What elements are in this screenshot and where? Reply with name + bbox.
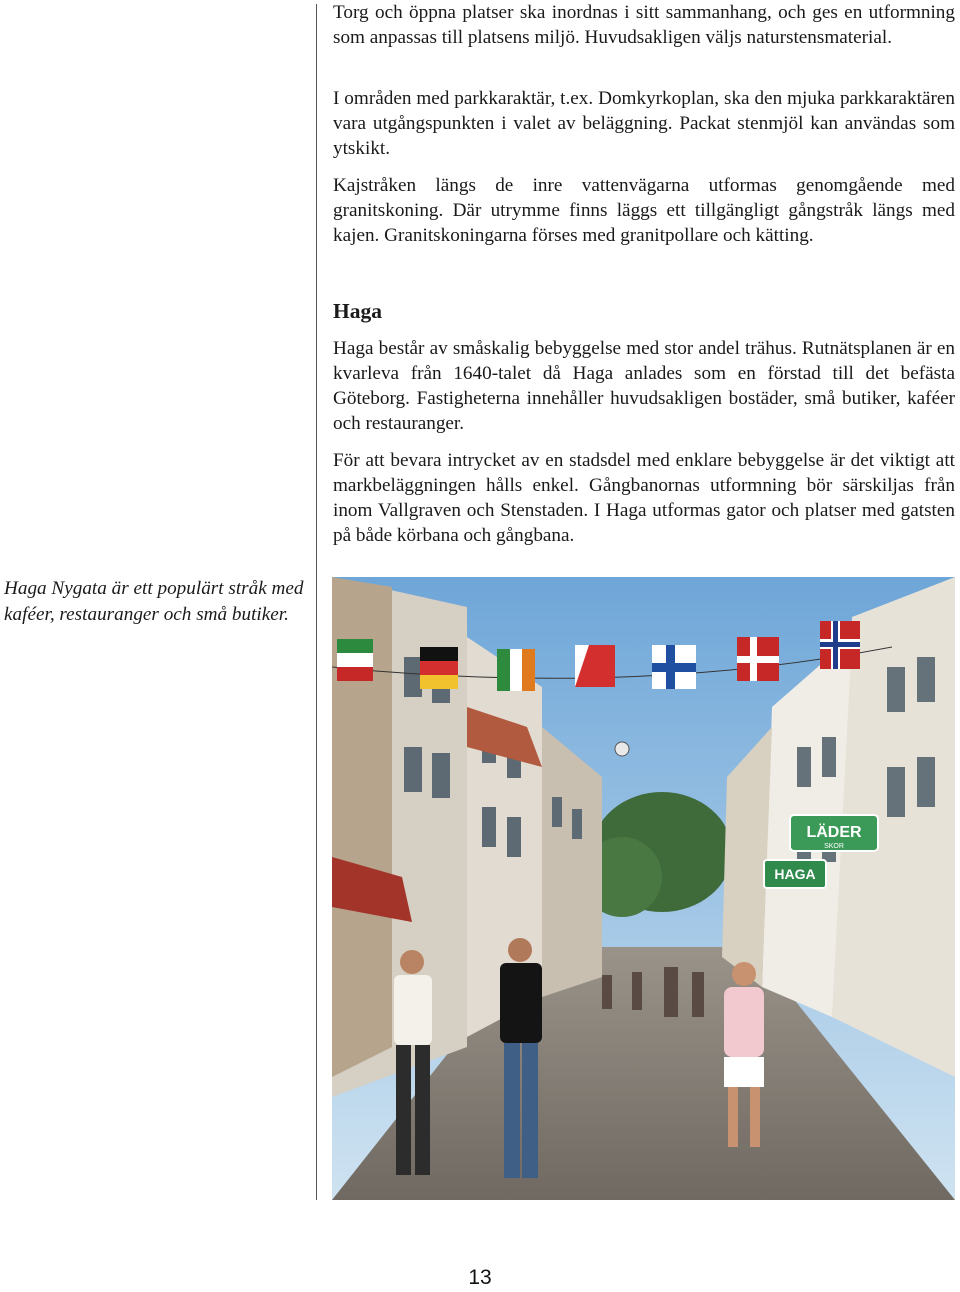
paragraph-park-areas: I områden med parkkaraktär, t.ex. Domkyrkoplan, ska den mjuka parkkaraktären vara utgångspunkten i valet av beläggning. Packat stenmjöl kan användas som ytskikt. <box>333 88 955 159</box>
page-number: 13 <box>468 1266 492 1289</box>
svg-text:LÄDER: LÄDER <box>806 824 862 841</box>
shop-sign-haga <box>764 860 826 888</box>
figure-caption: Haga Nygata är ett populärt stråk med kaféer, restauranger och små butiker. <box>4 578 304 625</box>
svg-text:SKOR: SKOR <box>824 843 844 850</box>
paragraph-squares: Torg och öppna platser ska inordnas i sitt sammanhang, och ges en utformning som anpassas till platsens miljö. Huvudsakligen väljs naturstensmaterial. <box>333 2 955 48</box>
paragraph-haga-paving: För att bevara intrycket av en stadsdel med enklare bebyggelse är det viktigt att markbeläggningen hålls enkel. Gångbanornas utformning bör särskiljas från inom Vallgraven och Stenstaden. I Haga utformas gator och platser med gatsten på både körbana och gångbana. <box>333 450 955 546</box>
shop-sign-lader <box>790 815 878 851</box>
paragraph-haga-intro: Haga består av småskalig bebyggelse med stor andel trähus. Rutnätsplanen är en kvarleva från 1640-talet då Haga anlades som en förstad till det befästa Göteborg. Fastigheterna innehåller huvudsakligen bostäder, små butiker, kaféer och restauranger. <box>333 338 955 434</box>
paragraph-quays: Kajstråken längs de inre vattenvägarna utformas genomgående med granitskoning. Där utrymme finns läggs ett tillgängligt gångstråk längs med kajen. Granitskoningarna förses med granitpollare och kätting. <box>333 175 955 246</box>
section-heading: Haga <box>333 299 382 323</box>
street-photo <box>332 577 955 1200</box>
svg-text:HAGA: HAGA <box>774 866 816 882</box>
column-divider <box>316 4 317 1200</box>
